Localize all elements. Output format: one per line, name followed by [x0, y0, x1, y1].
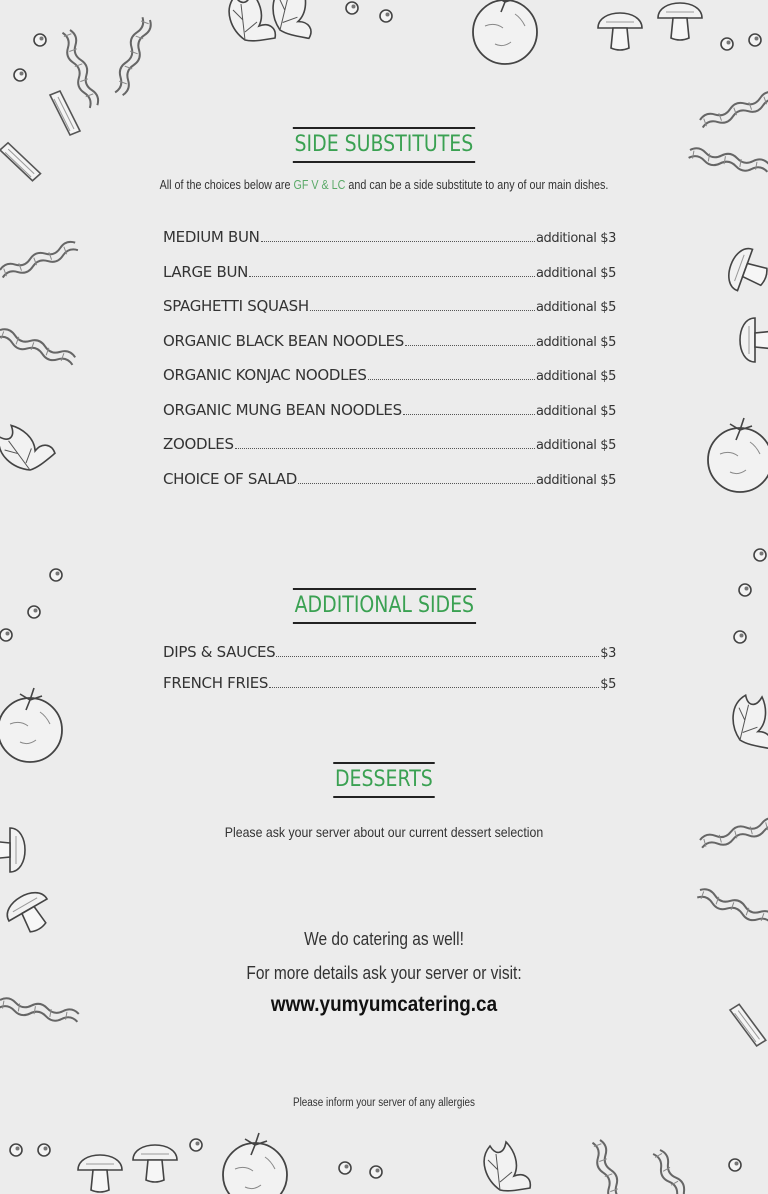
additional-sides-heading: ADDITIONAL SIDES	[0, 588, 768, 624]
item-price: additional $5	[535, 265, 616, 281]
catering-website-link[interactable]: www.yumyumcatering.ca	[270, 993, 498, 1016]
desserts-heading: DESSERTS	[0, 762, 768, 798]
side-substitutes-intro: All of the choices below are GF V & LC and can be a side substitute to any of our main dishes.	[159, 178, 609, 192]
additional-sides-list	[163, 643, 616, 705]
menu-item: ORGANIC KONJAC NOODLES additional $5	[163, 366, 616, 384]
item-price: additional $5	[535, 403, 616, 419]
menu-item: CHOICE OF SALAD additional $5	[163, 469, 616, 488]
menu-item: ZOODLES additional $5	[163, 435, 616, 453]
item-price: additional $5	[535, 438, 616, 453]
allergy-note: Please inform your server of any allergies	[293, 1097, 475, 1109]
menu-item: DIPS & SAUCES $3	[163, 643, 616, 661]
side-substitutes-heading: SIDE SUBSTITUTES	[0, 127, 768, 163]
desserts-note: Please ask your server about our current dessert selection	[224, 824, 544, 840]
catering-line2: For more details ask your server or visit:	[246, 963, 522, 983]
menu-item: FRENCH FRIES $5	[163, 674, 616, 692]
menu-item: MEDIUM BUN additional $3	[163, 228, 616, 246]
side-substitutes-list	[163, 228, 616, 504]
item-price: $3	[600, 646, 616, 661]
catering-line1: We do catering as well!	[304, 929, 464, 949]
item-price: additional $5	[535, 334, 616, 350]
item-price: additional $3	[535, 231, 616, 246]
menu-item: LARGE BUN additional $5	[163, 262, 616, 281]
menu-item: SPAGHETTI SQUASH additional $5	[163, 297, 616, 315]
item-price: additional $5	[535, 300, 616, 315]
item-price: additional $5	[535, 472, 616, 488]
dietary-codes: GF V & LC	[293, 178, 346, 192]
item-price: additional $5	[535, 369, 616, 384]
menu-item: ORGANIC BLACK BEAN NOODLES additional $5	[163, 331, 616, 350]
menu-item: ORGANIC MUNG BEAN NOODLES additional $5	[163, 400, 616, 419]
item-price: $5	[600, 677, 616, 692]
